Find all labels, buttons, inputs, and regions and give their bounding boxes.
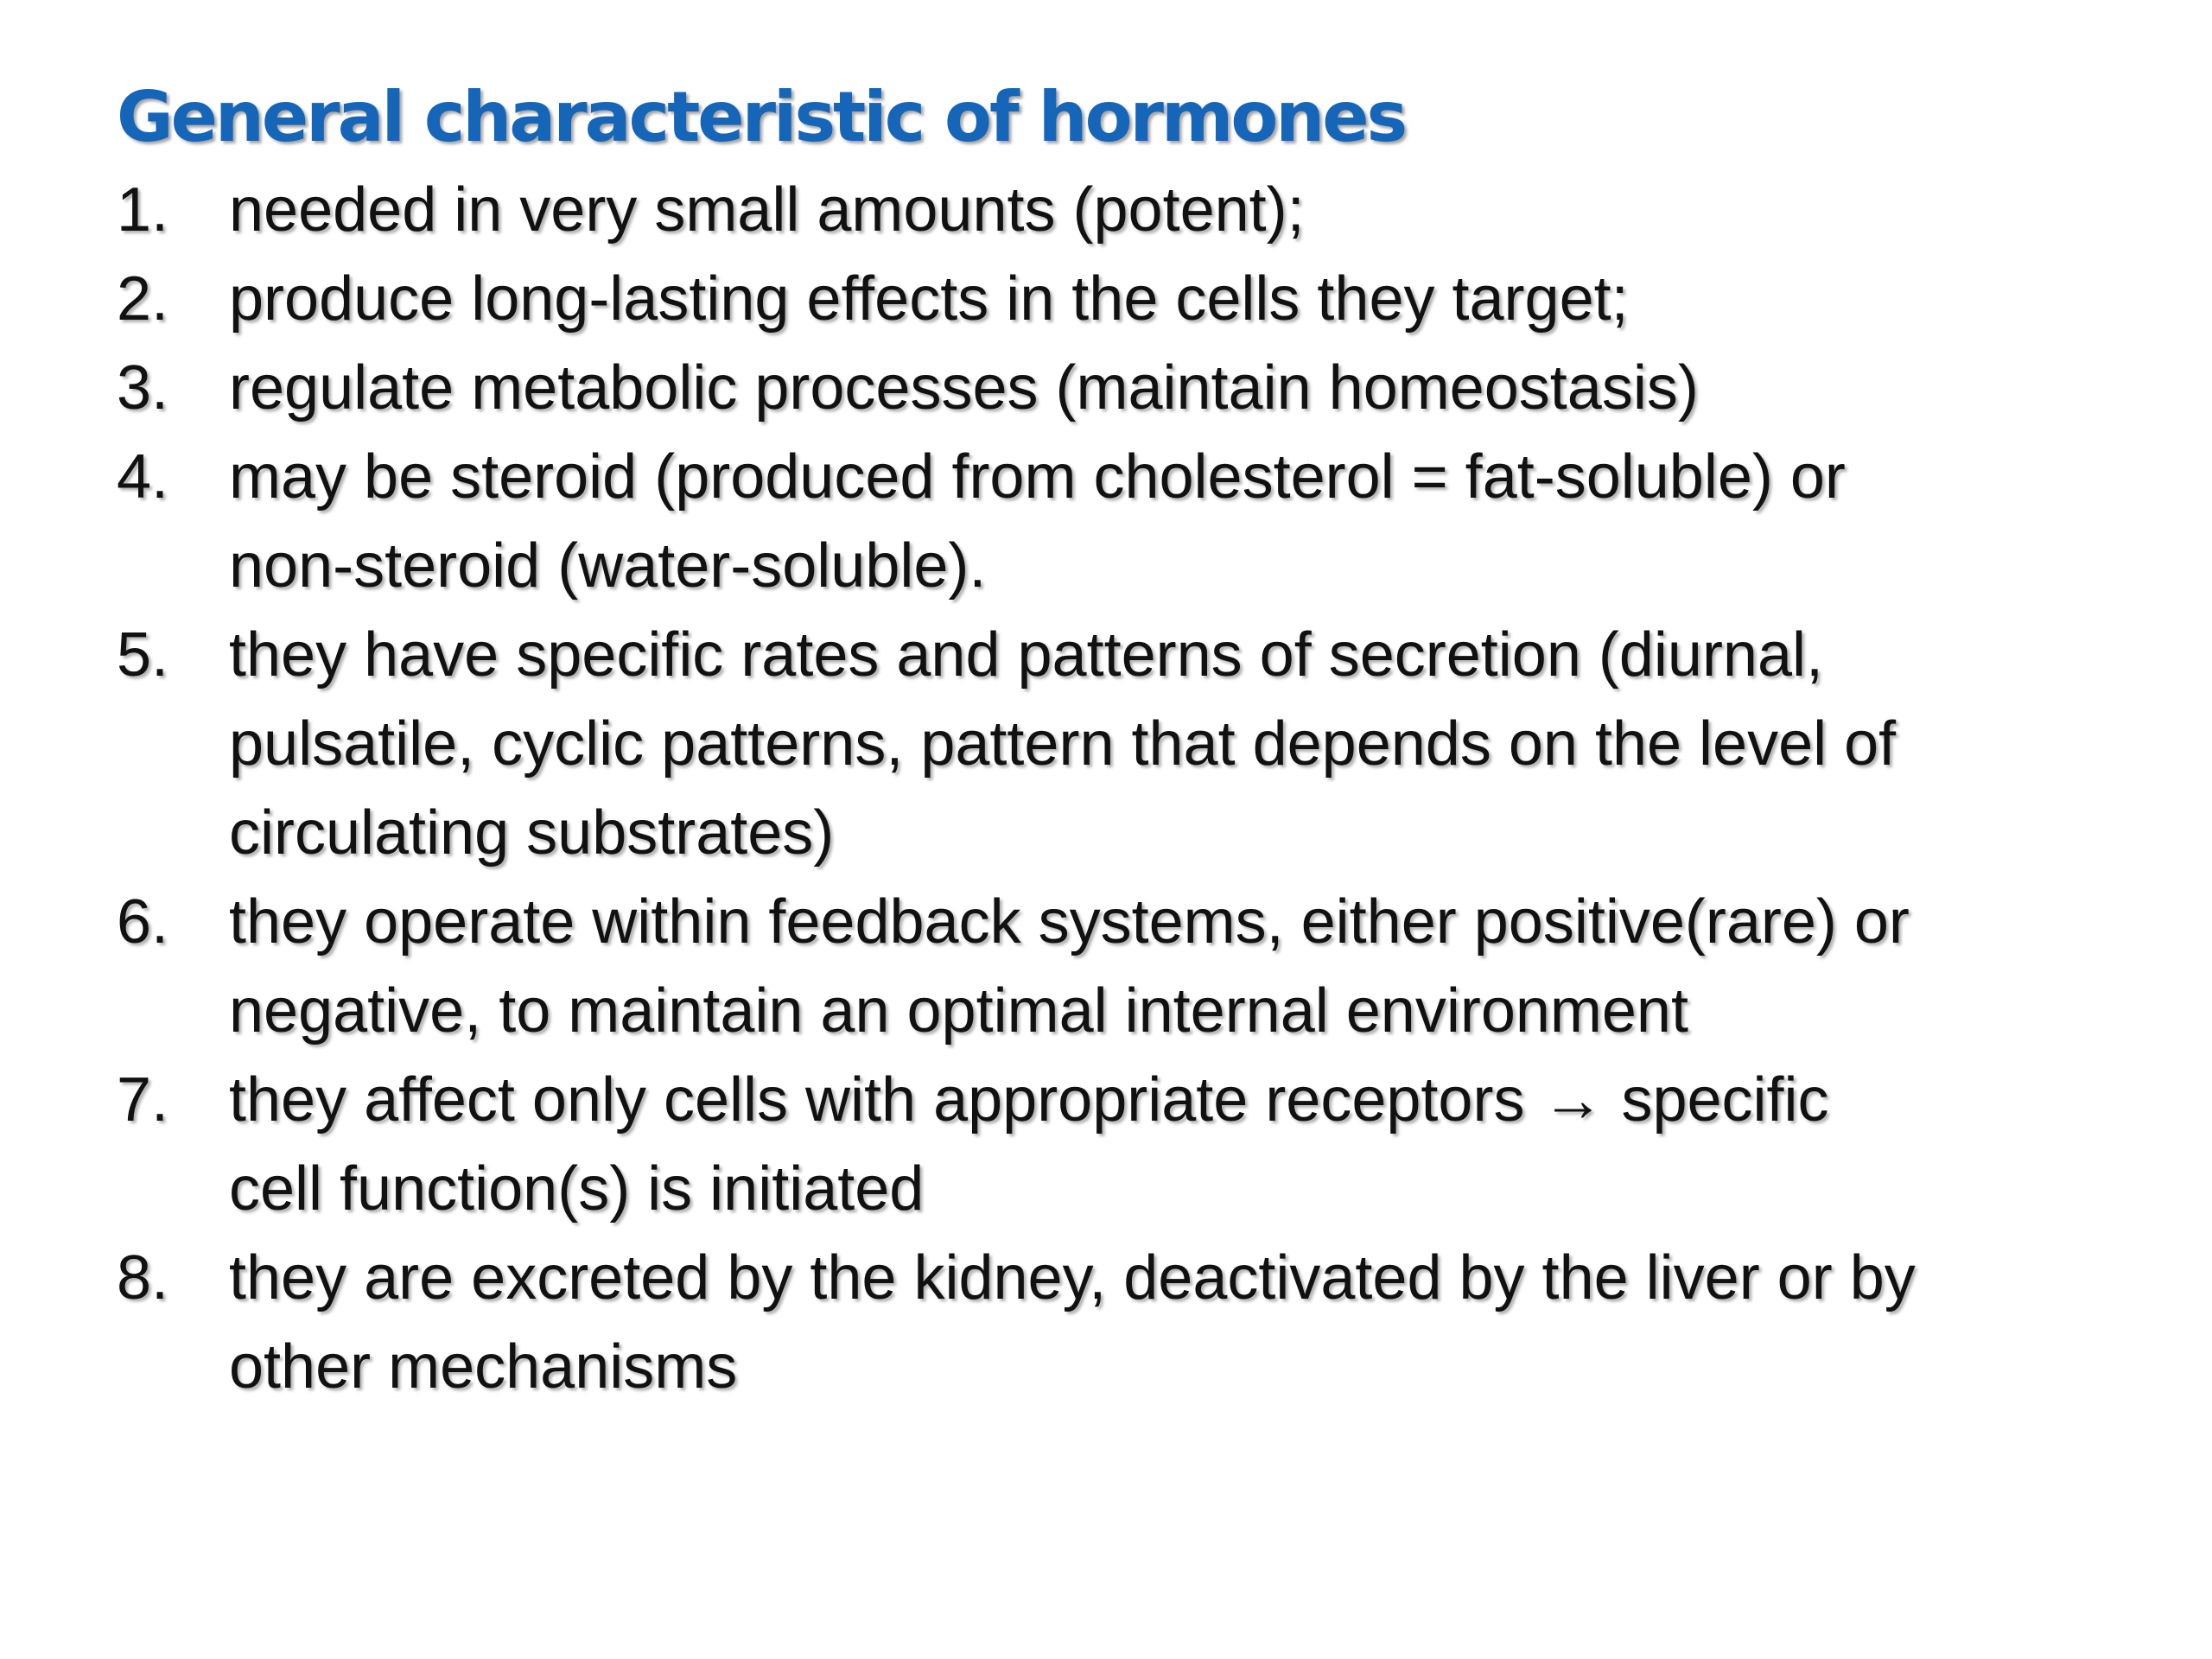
item-text: may be steroid (produced from cholesterol = fat-soluble) or non-steroid (water-soluble). [229,442,1846,601]
item-text: they affect only cells with appropriate receptors → specific cell function(s) is initiated [229,1065,1829,1224]
item-number: 5. [117,620,169,690]
item-text: needed in very small amounts (potent); [229,175,1305,245]
item-number: 7. [117,1065,169,1135]
list-item [117,611,2130,878]
item-text: they have specific rates and patterns of secretion (diurnal, pulsatile, cyclic patterns, pattern that depends on the level of circulating substrates) [229,620,1897,868]
item-text: they are excreted by the kidney, deactivated by the liver or by other mechanisms [229,1243,1916,1402]
item-number: 2. [117,264,169,334]
list-item [117,1234,2130,1412]
list-item [117,166,2130,255]
list-item [117,344,2130,433]
item-text: regulate metabolic processes (maintain homeostasis) [229,353,1699,423]
slide-title: General characteristic of hormones [117,77,1406,157]
item-text: they operate within feedback systems, either positive(rare) or negative, to maintain an optimal internal environment [229,887,1910,1046]
item-number: 3. [117,353,169,423]
list-item [117,255,2130,344]
item-number: 6. [117,887,169,957]
item-text: produce long-lasting effects in the cells they target; [229,264,1629,334]
item-number: 1. [117,175,169,245]
item-number: 8. [117,1243,169,1313]
list-item [117,433,2130,611]
list-item [117,1056,2130,1234]
characteristics-list [117,166,2130,1412]
item-number: 4. [117,442,169,512]
list-item [117,878,2130,1056]
